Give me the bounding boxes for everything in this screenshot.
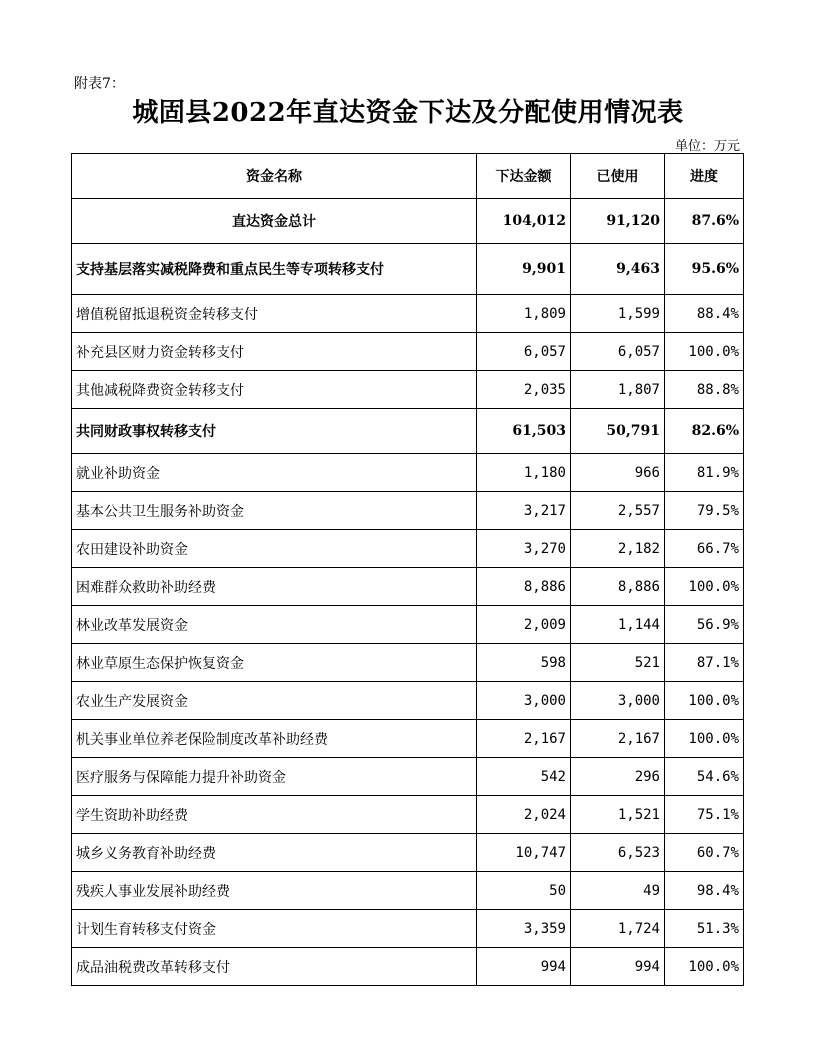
row-allocated: 2,035 xyxy=(477,371,571,409)
row-allocated: 10,747 xyxy=(477,834,571,872)
row-used: 9,463 xyxy=(571,244,665,295)
row-name: 直达资金总计 xyxy=(72,199,477,244)
row-name: 增值税留抵退税资金转移支付 xyxy=(72,295,477,333)
row-name: 医疗服务与保障能力提升补助资金 xyxy=(72,758,477,796)
row-allocated: 8,886 xyxy=(477,568,571,606)
row-allocated: 6,057 xyxy=(477,333,571,371)
table-row xyxy=(72,568,744,606)
row-allocated: 3,270 xyxy=(477,530,571,568)
row-progress: 79.5% xyxy=(665,492,744,530)
table-row xyxy=(72,682,744,720)
row-progress: 100.0% xyxy=(665,333,744,371)
row-allocated: 1,809 xyxy=(477,295,571,333)
table-row xyxy=(72,295,744,333)
table-row xyxy=(72,948,744,986)
row-progress: 60.7% xyxy=(665,834,744,872)
table-row xyxy=(72,606,744,644)
row-progress: 88.8% xyxy=(665,371,744,409)
row-name: 基本公共卫生服务补助资金 xyxy=(72,492,477,530)
row-allocated: 2,167 xyxy=(477,720,571,758)
row-name: 林业草原生态保护恢复资金 xyxy=(72,644,477,682)
row-allocated: 542 xyxy=(477,758,571,796)
row-used: 296 xyxy=(571,758,665,796)
row-used: 1,521 xyxy=(571,796,665,834)
row-name: 农田建设补助资金 xyxy=(72,530,477,568)
row-allocated: 1,180 xyxy=(477,454,571,492)
row-allocated: 994 xyxy=(477,948,571,986)
funds-table xyxy=(71,153,744,986)
row-progress: 100.0% xyxy=(665,682,744,720)
row-name: 计划生育转移支付资金 xyxy=(72,910,477,948)
table-row xyxy=(72,644,744,682)
header-allocated: 下达金额 xyxy=(477,154,571,199)
row-used: 966 xyxy=(571,454,665,492)
row-progress: 81.9% xyxy=(665,454,744,492)
row-used: 6,057 xyxy=(571,333,665,371)
row-allocated: 2,024 xyxy=(477,796,571,834)
header-fund-name: 资金名称 xyxy=(72,154,477,199)
table-row xyxy=(72,796,744,834)
table-row xyxy=(72,333,744,371)
section-row xyxy=(72,409,744,454)
row-allocated: 3,217 xyxy=(477,492,571,530)
row-allocated: 50 xyxy=(477,872,571,910)
table-row xyxy=(72,371,744,409)
row-name: 学生资助补助经费 xyxy=(72,796,477,834)
row-progress: 54.6% xyxy=(665,758,744,796)
row-name: 机关事业单位养老保险制度改革补助经费 xyxy=(72,720,477,758)
row-progress: 56.9% xyxy=(665,606,744,644)
table-row xyxy=(72,834,744,872)
table-row xyxy=(72,910,744,948)
row-used: 994 xyxy=(571,948,665,986)
row-used: 49 xyxy=(571,872,665,910)
row-progress: 95.6% xyxy=(665,244,744,295)
row-progress: 87.1% xyxy=(665,644,744,682)
row-used: 8,886 xyxy=(571,568,665,606)
row-progress: 66.7% xyxy=(665,530,744,568)
row-used: 91,120 xyxy=(571,199,665,244)
row-progress: 100.0% xyxy=(665,568,744,606)
unit-label: 单位：万元 xyxy=(674,139,740,154)
section-row xyxy=(72,244,744,295)
row-name: 共同财政事权转移支付 xyxy=(72,409,477,454)
row-progress: 100.0% xyxy=(665,720,744,758)
row-allocated: 104,012 xyxy=(477,199,571,244)
row-name: 支持基层落实减税降费和重点民生等专项转移支付 xyxy=(72,244,477,295)
row-used: 6,523 xyxy=(571,834,665,872)
row-progress: 100.0% xyxy=(665,948,744,986)
table-row xyxy=(72,872,744,910)
row-progress: 87.6% xyxy=(665,199,744,244)
table-row xyxy=(72,454,744,492)
total-row xyxy=(72,199,744,244)
row-name: 城乡义务教育补助经费 xyxy=(72,834,477,872)
row-allocated: 9,901 xyxy=(477,244,571,295)
row-used: 3,000 xyxy=(571,682,665,720)
row-name: 林业改革发展资金 xyxy=(72,606,477,644)
page-title: 城固县2022年直达资金下达及分配使用情况表 xyxy=(132,98,684,128)
row-progress: 98.4% xyxy=(665,872,744,910)
row-progress: 75.1% xyxy=(665,796,744,834)
attachment-label: 附表7： xyxy=(74,76,125,92)
row-progress: 82.6% xyxy=(665,409,744,454)
row-used: 2,182 xyxy=(571,530,665,568)
row-name: 其他减税降费资金转移支付 xyxy=(72,371,477,409)
row-name: 就业补助资金 xyxy=(72,454,477,492)
row-progress: 51.3% xyxy=(665,910,744,948)
table-header-row xyxy=(72,154,744,199)
row-progress: 88.4% xyxy=(665,295,744,333)
row-allocated: 2,009 xyxy=(477,606,571,644)
row-allocated: 3,359 xyxy=(477,910,571,948)
row-allocated: 598 xyxy=(477,644,571,682)
row-allocated: 61,503 xyxy=(477,409,571,454)
row-name: 成品油税费改革转移支付 xyxy=(72,948,477,986)
row-used: 2,557 xyxy=(571,492,665,530)
header-progress: 进度 xyxy=(665,154,744,199)
row-allocated: 3,000 xyxy=(477,682,571,720)
row-name: 补充县区财力资金转移支付 xyxy=(72,333,477,371)
row-name: 残疾人事业发展补助经费 xyxy=(72,872,477,910)
row-used: 1,144 xyxy=(571,606,665,644)
table-row xyxy=(72,530,744,568)
row-used: 1,599 xyxy=(571,295,665,333)
table-row xyxy=(72,758,744,796)
row-name: 困难群众救助补助经费 xyxy=(72,568,477,606)
header-used: 已使用 xyxy=(571,154,665,199)
row-used: 50,791 xyxy=(571,409,665,454)
row-name: 农业生产发展资金 xyxy=(72,682,477,720)
row-used: 1,807 xyxy=(571,371,665,409)
row-used: 521 xyxy=(571,644,665,682)
row-used: 2,167 xyxy=(571,720,665,758)
table-row xyxy=(72,492,744,530)
table-row xyxy=(72,720,744,758)
row-used: 1,724 xyxy=(571,910,665,948)
